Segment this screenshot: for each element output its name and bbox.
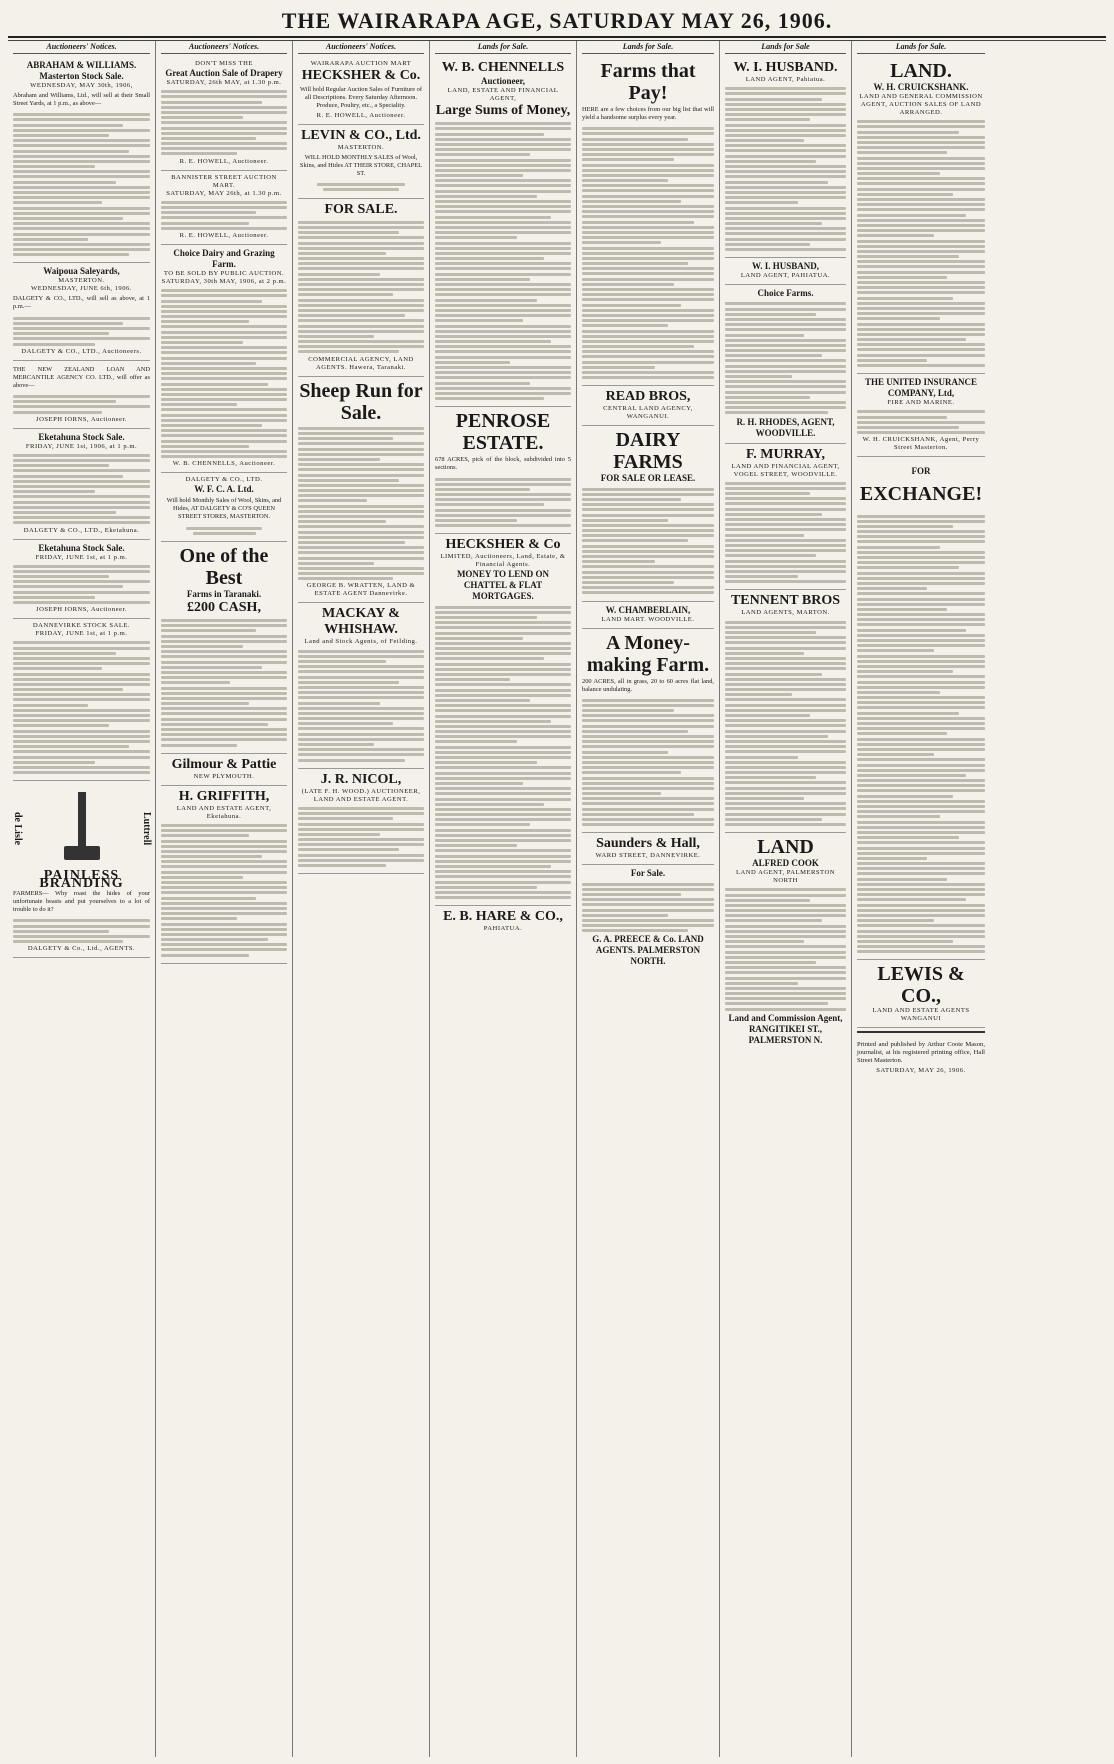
- advert-title: Choice Dairy and Grazing Farm.: [173, 247, 275, 269]
- advert-signature: COMMERCIAL AGENCY, LAND AGENTS. Hawera, Taranaki.: [308, 355, 414, 371]
- advert-title: Waipoua Saleyards,: [43, 266, 120, 277]
- advert-date: SATURDAY, MAY 26th, at 1.30 p.m.: [166, 189, 282, 197]
- advert-subtitle: W. H. CRUICKSHANK.: [873, 82, 969, 92]
- advert-date: FRIDAY, JUNE 1st, at 1 p.m.: [35, 630, 128, 638]
- text-lines: [13, 638, 150, 774]
- advert-title: W. I. HUSBAND,: [752, 261, 819, 272]
- advert-date: WEDNESDAY, JUNE 6th, 1906.: [31, 285, 132, 293]
- advert-title: H. GRIFFITH,: [178, 788, 270, 804]
- advert-title: DANNEVIRKE STOCK SALE.: [32, 622, 131, 630]
- advert-body: 200 ACRES, all in grass, 20 to 60 acres flat land, balance undulating.: [582, 677, 714, 693]
- advert-subtitle: WARD STREET, DANNEVIRKE.: [595, 852, 701, 860]
- advert: [582, 865, 714, 971]
- advert-subtitle: MASTERTON.: [337, 144, 385, 151]
- advert: [298, 57, 424, 125]
- advert-body: 678 ACRES, pick of the block, subdivided into 5 sections.: [435, 456, 571, 472]
- column-1: [8, 41, 156, 1757]
- advert: [582, 629, 714, 834]
- columns: [8, 40, 1106, 1757]
- masthead: [8, 6, 1106, 38]
- text-lines: [13, 110, 150, 256]
- advert: [161, 245, 287, 473]
- column-3: [293, 41, 430, 1757]
- advert-subtitle: LAND AND ESTATE AGENTS WANGANUI: [872, 1007, 970, 1023]
- advert-title: FOR SALE.: [324, 201, 398, 217]
- advert: [857, 457, 985, 960]
- text-lines: [857, 407, 985, 434]
- advert: [725, 444, 846, 591]
- advert: [13, 540, 150, 620]
- brand-left-label: de Lisle: [12, 811, 23, 845]
- advert-subtitle: PAHIATUA.: [483, 925, 523, 933]
- text-lines: [582, 696, 714, 827]
- text-lines: [161, 523, 287, 534]
- advert-title: TENNENT BROS: [730, 593, 841, 609]
- advert: [582, 833, 714, 865]
- advert: [857, 960, 985, 1028]
- advert-subtitle: Auctioneer,: [481, 76, 525, 86]
- text-lines: [298, 180, 424, 191]
- column-header: Lands for Sale.: [857, 43, 985, 54]
- column-2: [156, 41, 293, 1757]
- advert-subtitle: NEW PLYMOUTH.: [193, 772, 255, 780]
- text-lines: [298, 804, 424, 867]
- imprint-text: Printed and published by Arthur Coote Mason, journalist, at his registered printing office, Hall Street Masterton.: [857, 1041, 985, 1065]
- advert-title: W. CHAMBERLAIN,: [605, 604, 691, 615]
- advert-signature: JOSEPH IORNS, Auctioneer.: [36, 606, 127, 614]
- advert: [13, 263, 150, 360]
- advert-subtitle: Great Auction Sale of Drapery: [165, 68, 283, 78]
- advert: [161, 542, 287, 754]
- advert: [161, 786, 287, 964]
- advert: [298, 125, 424, 199]
- advert-subtitle: LAND AND ESTATE AGENT, Eketahuna.: [176, 804, 272, 820]
- advert-title: LAND: [757, 836, 814, 859]
- text-lines: [161, 87, 287, 155]
- advert: [857, 374, 985, 457]
- advert-title: E. B. HARE & CO.,: [443, 909, 563, 925]
- advert-subtitle: Land and Stock Agents, of Feilding.: [304, 638, 418, 646]
- advert-signature: DALGETY & Co., Ltd., AGENTS.: [27, 945, 136, 953]
- advert-body: Will hold Monthly Sales of Wool, Skins, and Hides, AT DALGETY & CO'S QUEEN STREET STORES, MASTERTON.: [166, 497, 282, 521]
- text-lines: [725, 299, 846, 414]
- column-4: [430, 41, 577, 1757]
- advert-subtitle: TO BE SOLD BY PUBLIC AUCTION.: [163, 269, 285, 277]
- column-header: Auctioneers' Notices.: [298, 43, 424, 54]
- advert-subtitle: Farms in Taranaki.: [186, 588, 262, 599]
- advert: [435, 906, 571, 937]
- text-lines: [161, 616, 287, 747]
- advert-title: Choice Farms.: [757, 288, 814, 299]
- advert: [725, 285, 846, 443]
- advert-title: PAINLESS BRANDING: [39, 868, 124, 892]
- advert-signature: Land and Commission Agent, RANGITIKEI ST., PALMERSTON N.: [728, 1012, 843, 1045]
- advert-body: HERE are a few choices from our big list that will yield a handsome surplus every year.: [582, 106, 714, 121]
- advert-title: One of the Best: [179, 544, 269, 589]
- advert-signature: G. A. PREECE & Co. LAND AGENTS. PALMERSTON NORTH.: [592, 934, 704, 967]
- advert-body: Will hold Regular Auction Sales of Furniture of all Descriptions. Every Saturday Afternoon. Produce, Poultry, etc., a Speciality.: [299, 86, 423, 109]
- advert-subtitle: ALFRED COOK: [752, 858, 819, 869]
- column-6: [720, 41, 852, 1757]
- text-lines: [857, 117, 985, 367]
- advert: [435, 534, 571, 906]
- advert-title: BANNISTER STREET AUCTION MART.: [171, 173, 277, 189]
- advert-title: LEWIS & CO.,: [877, 963, 965, 1008]
- advert-signature: GEORGE B. WRATTEN, LAND & ESTATE AGENT Dannevirke.: [306, 582, 416, 598]
- brand-right-label: Luttrell: [141, 811, 152, 845]
- advert-date: SATURDAY, 30th MAY, 1906, at 2 p.m.: [161, 277, 287, 285]
- advert-body: DALGETY & CO., LTD., will sell as above, at 1 p.m.—: [13, 295, 150, 311]
- text-lines: [161, 198, 287, 230]
- advert-body: £200 CASH,: [187, 599, 261, 615]
- text-lines: [298, 424, 424, 581]
- text-lines: [582, 124, 714, 379]
- advert-subtitle: CENTRAL LAND AGENCY, WANGANUI.: [603, 405, 693, 421]
- text-lines: [13, 392, 150, 414]
- advert: [161, 171, 287, 245]
- advert-body: FARMERS— Why roast the hides of your unfortunate beasts and put yourselves to a lot of trouble to do it?: [13, 890, 150, 914]
- advert: [725, 258, 846, 285]
- advert-title: LAND.: [890, 60, 952, 82]
- advert-title: A Money-making Farm.: [586, 631, 710, 676]
- advert-title: F. MURRAY,: [746, 446, 825, 462]
- advert-body: WILL HOLD MONTHLY SALES of Wool, Skins, and Hides AT THEIR STORE, CHAPEL ST.: [299, 154, 423, 177]
- imprint-date: SATURDAY, MAY 26, 1906.: [876, 1067, 966, 1075]
- advert-title: FOR: [911, 466, 931, 477]
- advert-title: For Sale.: [630, 868, 666, 879]
- advert-title: Sheep Run for Sale.: [299, 379, 423, 424]
- advert-signature: W. H. CRUICKSHANK, Agent, Perry Street Masterton.: [862, 436, 980, 452]
- advert-subtitle: LAND MART. WOODVILLE.: [601, 615, 695, 623]
- advert-subtitle: Masterton Stock Sale.: [39, 71, 124, 81]
- branding-logo: [13, 784, 150, 872]
- advert-body: LAND AGENT, PALMERSTON NORTH: [736, 869, 835, 885]
- column-5: [577, 41, 720, 1757]
- advert-date: FRIDAY, JUNE 1st, 1906, at 1 p.m.: [25, 442, 138, 450]
- advert: [13, 619, 150, 781]
- advert-title: ABRAHAM & WILLIAMS.: [26, 60, 137, 70]
- advert-signature: R. H. RHODES, AGENT, WOODVILLE.: [736, 416, 835, 438]
- advert-subtitle: LAND AGENT, Pahiatua.: [745, 76, 826, 83]
- advert-title: J. R. NICOL,: [320, 771, 402, 787]
- advert-title: Farms that Pay!: [600, 60, 696, 104]
- advert-title: Gilmour & Pattie: [171, 756, 277, 772]
- advert-branding: [13, 781, 150, 958]
- advert-subtitle: MASTERTON.: [58, 277, 105, 285]
- advert-title: LEVIN & CO., Ltd.: [301, 128, 421, 143]
- advert-signature: R. E. HOWELL, Auctioneer.: [179, 231, 269, 239]
- advert-subtitle: LAND AGENTS, MARTON.: [741, 609, 830, 617]
- advert-title: THE NEW ZEALAND LOAN AND MERCANTILE AGENCY CO. LTD., will offer as above—: [13, 365, 150, 389]
- advert-subtitle: WAIRARAPA AUCTION MART: [310, 60, 412, 67]
- advert: [582, 426, 714, 601]
- advert-signature: DALGETY & CO., LTD., Eketahuna.: [23, 526, 140, 534]
- advert: [725, 57, 846, 258]
- advert-headline: Large Sums of Money,: [435, 103, 571, 118]
- advert: [725, 590, 846, 833]
- advert-date: FRIDAY, JUNE 1st, at 1 p.m.: [35, 553, 128, 561]
- advert-body: Abraham and Williams, Ltd., will sell at their Small Street Yards, at 1 p.m., as above—: [13, 92, 150, 107]
- text-lines: [725, 479, 846, 584]
- text-lines: [161, 821, 287, 957]
- text-lines: [582, 879, 714, 932]
- text-lines: [725, 84, 846, 251]
- advert: [298, 769, 424, 874]
- advert-title: DAIRY FARMS: [613, 429, 683, 474]
- text-lines: [435, 119, 571, 400]
- text-lines: [298, 218, 424, 354]
- advert-title: READ BROS,: [605, 389, 691, 405]
- advert: [13, 429, 150, 540]
- column-header: Auctioneers' Notices.: [161, 43, 287, 54]
- advert-subtitle: FOR SALE OR LEASE.: [600, 473, 696, 484]
- advert-subtitle: FIRE AND MARINE.: [887, 399, 955, 407]
- advert-subtitle: (LATE F. H. WOOD.) AUCTIONEER, LAND AND ESTATE AGENT.: [301, 787, 421, 803]
- advert: [857, 57, 985, 374]
- advert-title: DALGETY & CO., LTD.: [185, 476, 263, 484]
- advert-title: W. B. CHENNELLS: [441, 60, 565, 75]
- text-lines: [13, 313, 150, 345]
- advert: [298, 603, 424, 768]
- advert: [582, 602, 714, 629]
- advert-subtitle: LIMITED, Auctioneers, Land, Estate, & Financial Agents.: [440, 553, 566, 569]
- advert-signature: JOSEPH IORNS, Auctioneer.: [36, 415, 127, 423]
- advert: [725, 833, 846, 1050]
- advert-title: Saunders & Hall,: [596, 836, 700, 852]
- advert-title: Eketahuna Stock Sale.: [38, 542, 125, 553]
- advert-date: SATURDAY, 26th MAY, at 1.30 p.m.: [166, 79, 282, 86]
- advert-date: WEDNESDAY, MAY 30th, 1906,: [30, 82, 133, 89]
- advert: [161, 57, 287, 171]
- column-7: [852, 41, 990, 1757]
- column-header: Auctioneers' Notices.: [13, 43, 150, 54]
- advert-title: MACKAY & WHISHAW.: [322, 606, 400, 638]
- advert-signature: R. E. HOWELL, Auctioneer.: [316, 112, 406, 119]
- column-header: Lands for Sale: [725, 43, 846, 54]
- text-lines: [13, 451, 150, 525]
- advert: [13, 57, 150, 263]
- text-lines: [435, 602, 571, 899]
- text-lines: [857, 511, 985, 953]
- advert-headline: EXCHANGE!: [859, 483, 983, 506]
- column-header: Lands for Sale.: [435, 43, 571, 54]
- advert-title: HECKSHER & Co: [445, 537, 561, 553]
- advert: [161, 754, 287, 786]
- advert: [298, 377, 424, 604]
- advert-title: Eketahuna Stock Sale.: [38, 431, 125, 442]
- advert-subtitle: W. F. C. A. Ltd.: [194, 484, 254, 495]
- text-lines: [582, 484, 714, 594]
- advert: [582, 386, 714, 426]
- advert: [582, 57, 714, 386]
- text-lines: [725, 617, 846, 826]
- advert: [13, 361, 150, 429]
- advert-signature: R. E. HOWELL, Auctioneer.: [179, 157, 269, 165]
- advert-title: DON'T MISS THE: [195, 60, 253, 67]
- text-lines: [725, 885, 846, 1011]
- advert-signature: DALGETY & CO., LTD., Auctioneers.: [21, 347, 142, 355]
- advert-body: LAND AND GENERAL COMMISSION AGENT, AUCTION SALES OF LAND ARRANGED.: [859, 93, 983, 116]
- branding-iron-icon: [52, 788, 112, 868]
- advert: [435, 57, 571, 407]
- imprint: [857, 1036, 985, 1079]
- page-title: THE WAIRARAPA AGE, SATURDAY MAY 26, 1906.: [281, 8, 833, 33]
- text-lines: [161, 286, 287, 458]
- column-header: Lands for Sale.: [582, 43, 714, 54]
- text-lines: [298, 646, 424, 761]
- advert-title: W. I. HUSBAND.: [733, 60, 838, 75]
- advert-title: PENROSE ESTATE.: [455, 410, 551, 455]
- advert-body: MONEY TO LEND ON CHATTEL & FLAT MORTGAGES.: [456, 569, 550, 602]
- text-lines: [13, 916, 150, 943]
- advert-subtitle: LAND AGENT, PAHIATUA.: [740, 272, 831, 280]
- advert-title: HECKSHER & Co.: [301, 68, 421, 83]
- advert-subtitle: LAND AND FINANCIAL AGENT, VOGEL STREET, WOODVILLE.: [731, 462, 840, 478]
- advert: [161, 473, 287, 542]
- advert-signature: W. B. CHENNELLS, Auctioneer.: [172, 460, 276, 468]
- text-lines: [435, 474, 571, 527]
- divider: [857, 1031, 985, 1033]
- text-lines: [13, 562, 150, 605]
- advert: [435, 407, 571, 534]
- advert-title: THE UNITED INSURANCE COMPANY, Ltd,: [864, 377, 978, 399]
- advert: [298, 199, 424, 377]
- advert-body: LAND, ESTATE AND FINANCIAL AGENT,: [447, 87, 559, 102]
